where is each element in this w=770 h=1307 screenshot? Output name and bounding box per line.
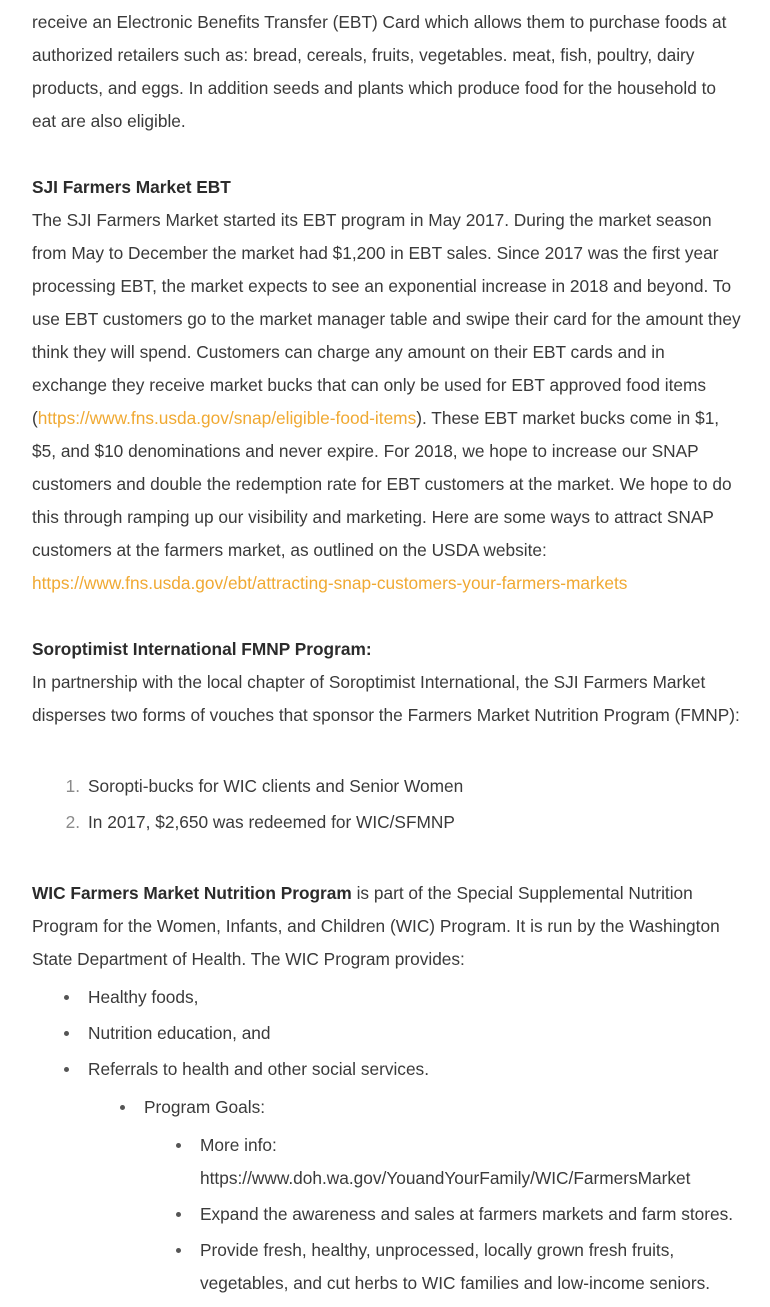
list-item-text: Healthy foods, — [88, 987, 199, 1007]
bullet-icon — [120, 1105, 125, 1110]
nested-bullet-list-item — [144, 1091, 744, 1124]
nested-bullet-list-item — [200, 1198, 760, 1231]
list-item-text: Provide fresh, healthy, unprocessed, locally grown fresh fruits, vegetables, and cut herbs to WIC families and low-income seniors. — [200, 1240, 711, 1293]
attracting-snap-customers-link[interactable]: https://www.fns.usda.gov/ebt/attracting-snap-customers-your-farmers-markets — [32, 573, 628, 593]
list-item-text: Nutrition education, and — [88, 1023, 271, 1043]
wic-text: is part of the Special Supplemental Nutrition Program for the Women, Infants, and Children (WIC) Program. It is run by the Washington State Department of Health. The WIC Program provides: — [32, 883, 720, 969]
list-number: 2. — [65, 812, 80, 832]
bullet-icon — [176, 1248, 181, 1253]
nested-bullet-list-item — [200, 1129, 745, 1195]
ordered-list-item — [65, 770, 748, 803]
intro-paragraph: receive an Electronic Benefits Transfer (EBT) Card which allows them to purchase foods at authorized retailers such as: bread, cereals, fruits, vegetables. meat, fish, poultry, dairy products, and eggs. In addition seeds and plants which produce food for the household to eat are also eligible. — [32, 12, 727, 131]
bullet-list-item — [88, 1053, 748, 1086]
list-item-text: Soropti-bucks for WIC clients and Senior Women — [88, 776, 464, 796]
list-item-text: Program Goals: — [144, 1097, 266, 1117]
bullet-icon — [64, 1067, 69, 1072]
sji-text-2: ). These EBT market bucks come in $1, $5, and $10 denominations and never expire. For 2018, we hope to increase our SNAP customers and double the redemption rate for EBT customers at the market. We hope to do this through ramping up our visibility and marketing. Here are some ways to attract SNAP customers at the farmers market, as outlined on the USDA website: — [32, 408, 732, 560]
wic-bold-lead: WIC Farmers Market Nutrition Program — [32, 883, 352, 903]
list-item-text: In 2017, $2,650 was redeemed for WIC/SFMNP — [88, 812, 455, 832]
list-number: 1. — [65, 776, 80, 796]
list-item-text: More info: https://www.doh.wa.gov/YouandYourFamily/WIC/FarmersMarket — [200, 1135, 691, 1188]
bullet-icon — [176, 1212, 181, 1217]
eligible-food-items-link[interactable]: https://www.fns.usda.gov/snap/eligible-food-items — [37, 408, 417, 428]
sji-ebt-heading: SJI Farmers Market EBT — [32, 177, 231, 197]
wic-paragraph — [32, 877, 744, 976]
sji-text-1: The SJI Farmers Market started its EBT program in May 2017. During the market season from May to December the market had $1,200 in EBT sales. Since 2017 was the first year processing EBT, the market expects to see an exponential increase in 2018 and beyond. To use EBT customers go to the market manager table and swipe their card for the amount they think they will spend. Customers can charge any amount on their EBT cards and in exchange they receive market bucks that can only be used for EBT approved food items ( — [32, 210, 741, 428]
soroptimist-heading: Soroptimist International FMNP Program: — [32, 639, 372, 659]
soroptimist-paragraph: In partnership with the local chapter of Soroptimist International, the SJI Farmers Market disperses two forms of vouches that sponsor the Farmers Market Nutrition Program (FMNP): — [32, 672, 740, 725]
nested-bullet-list-item — [200, 1234, 745, 1300]
list-item-text: Referrals to health and other social services. — [88, 1059, 429, 1079]
bullet-icon — [64, 995, 69, 1000]
bullet-icon — [64, 1031, 69, 1036]
bullet-list-item — [88, 1017, 748, 1050]
list-item-text: Expand the awareness and sales at farmers markets and farm stores. — [200, 1204, 734, 1224]
sji-ebt-paragraph — [32, 204, 744, 600]
bullet-icon — [176, 1143, 181, 1148]
bullet-list-item — [88, 981, 748, 1014]
ordered-list-item — [65, 806, 748, 839]
